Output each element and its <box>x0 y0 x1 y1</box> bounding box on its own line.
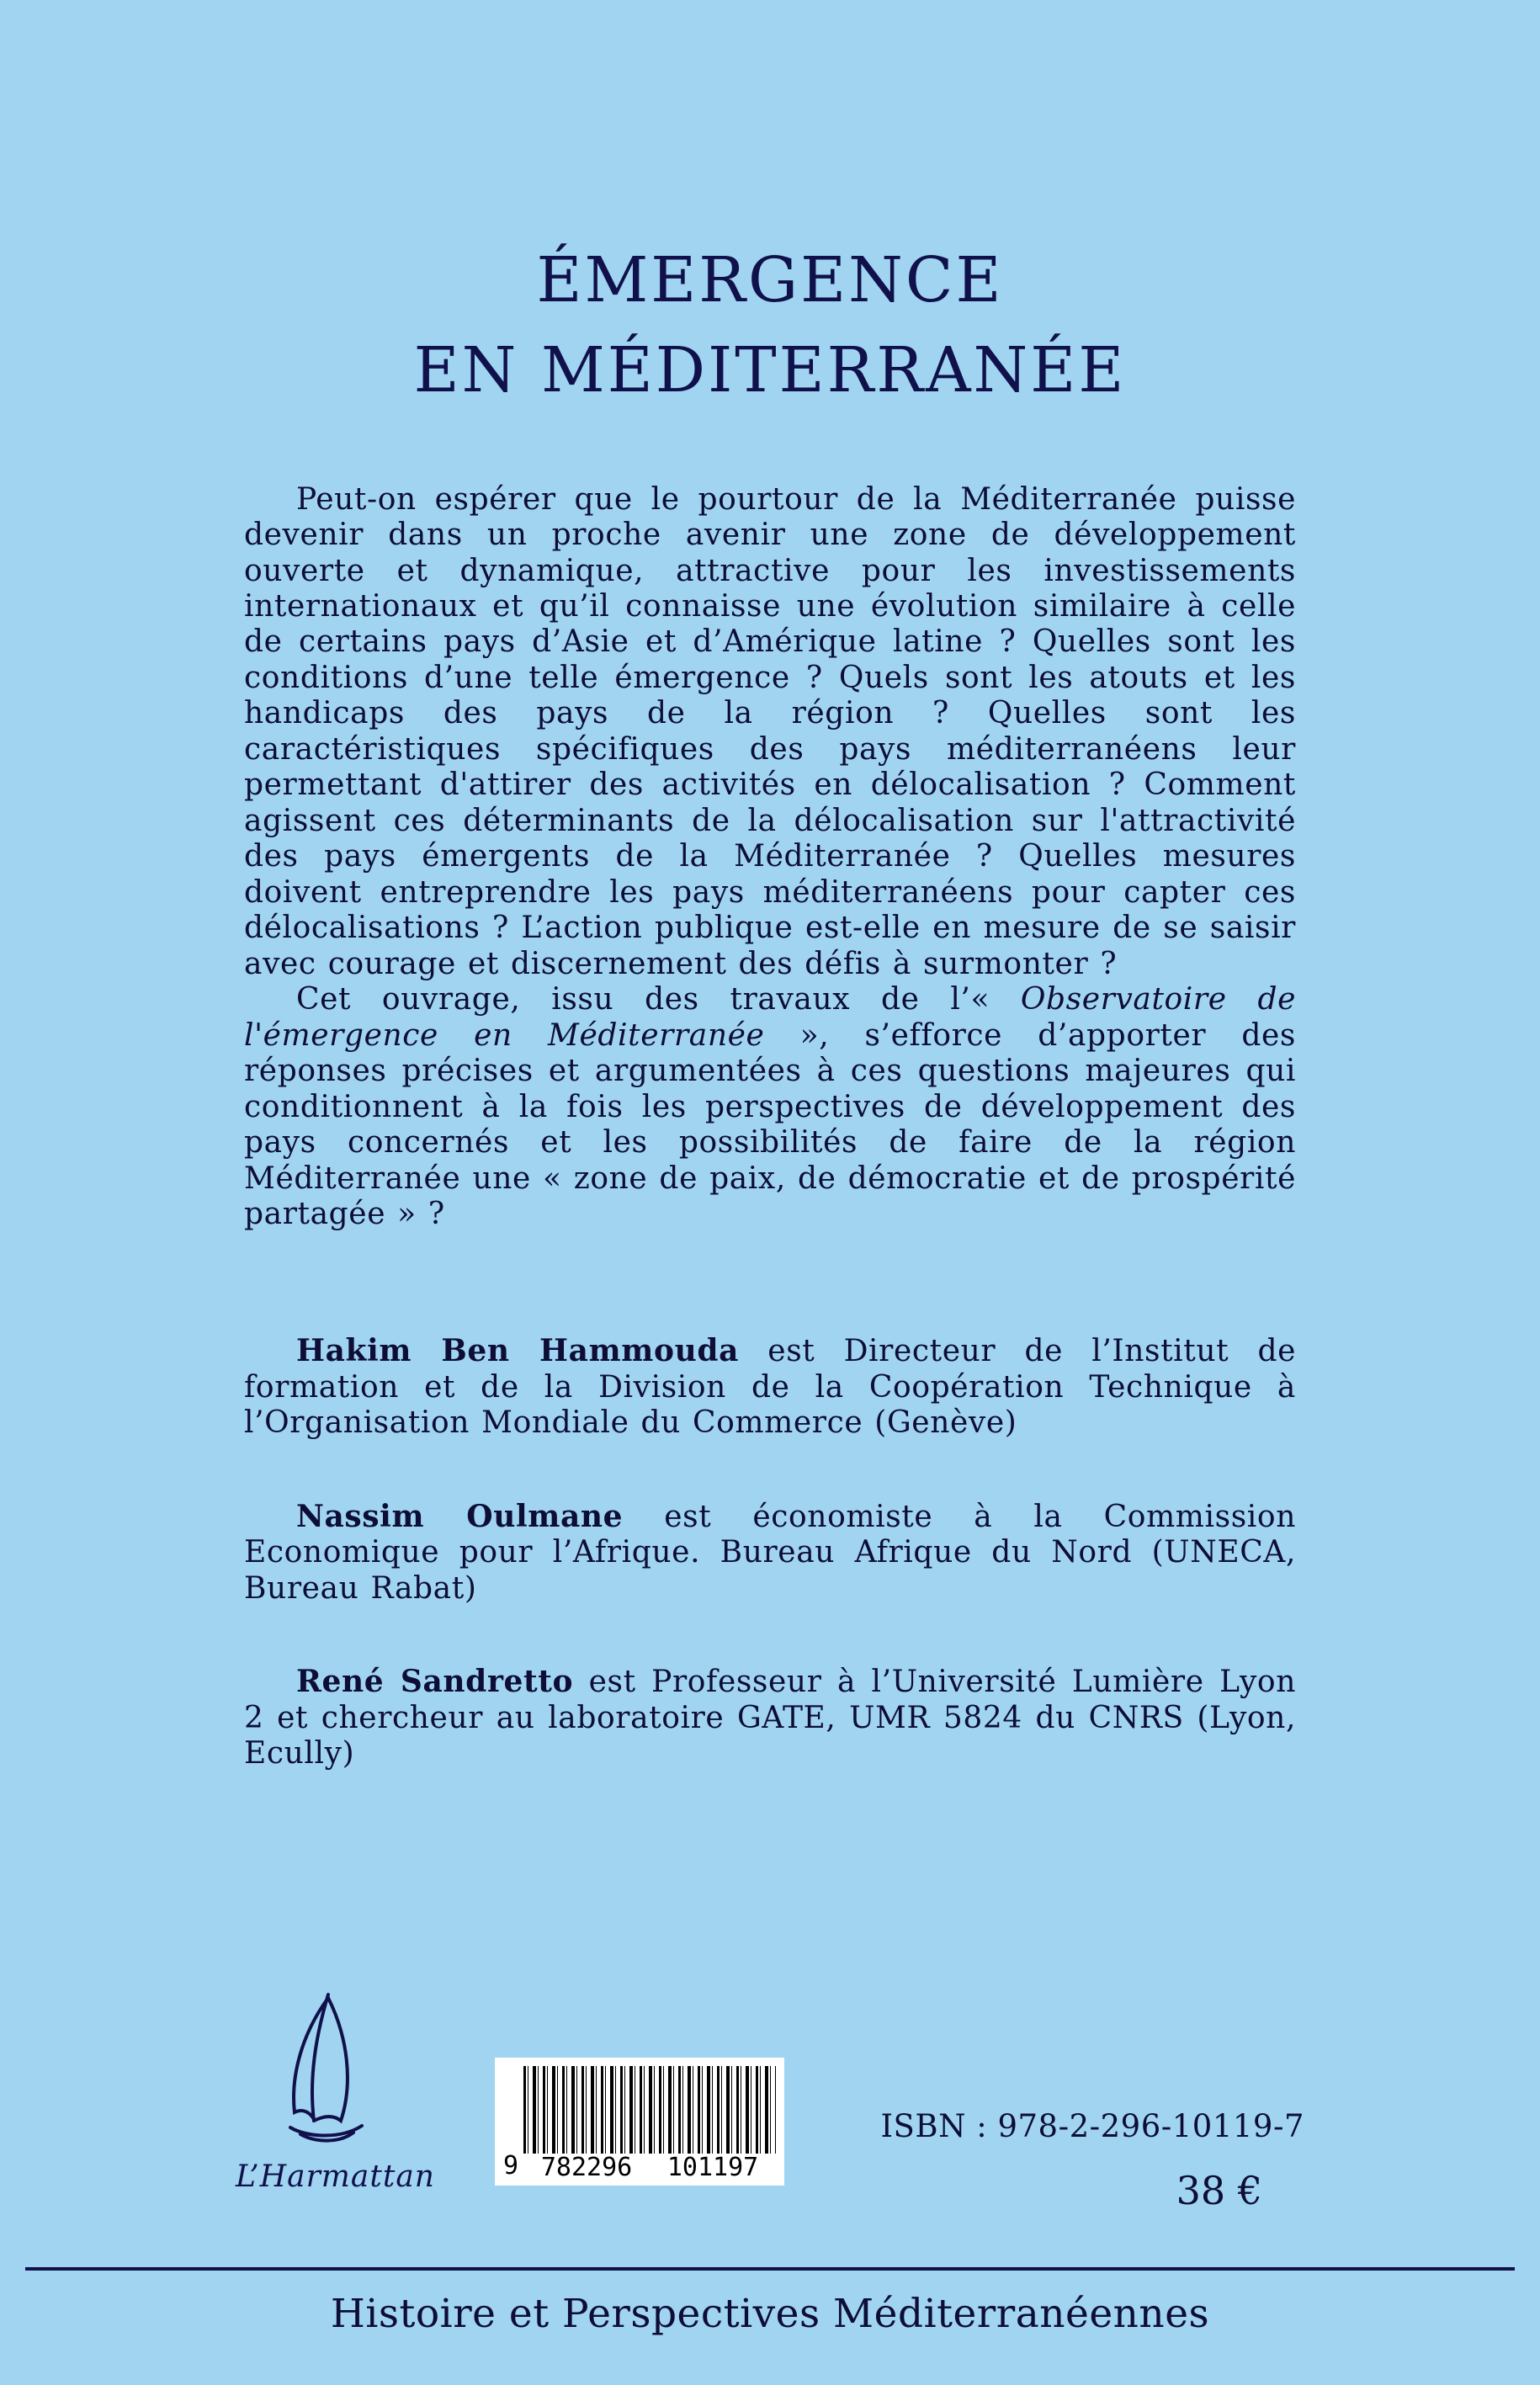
barcode-group-2: 101197 <box>666 2153 759 2182</box>
footer-divider <box>25 2267 1515 2271</box>
author-3-name: René Sandretto <box>296 1664 574 1700</box>
barcode <box>495 2058 784 2186</box>
isbn-number: ISBN : 978-2-296-10119-7 <box>880 2108 1304 2144</box>
author-bio-2 <box>244 1499 1296 1607</box>
author-bio-1 <box>244 1333 1296 1441</box>
barcode-bars-icon <box>523 2066 776 2154</box>
barcode-group-1: 782296 <box>540 2153 633 2182</box>
title-line-2: EN MÉDITERRANÉE <box>413 334 1127 407</box>
synopsis-p2-rest: », s’efforce d’apporter des réponses précises et argumentées à ces questions majeures qui conditionnent à la fois les perspectives de développement des pays concernés et les possibilités de faire de la région Méditerranée une « zone de paix, de démocratie et de prospérité partagée » ? <box>244 1017 1296 1231</box>
synopsis-paragraph-1: Peut-on espérer que le pourtour de la Méditerranée puisse devenir dans un proche avenir une zone de développement ouverte et dynamique, attractive pour les investissements internationaux et qu’il connaisse une évolution similaire à celle de certains pays d’Asie et d’Amérique latine ? Quelles sont les conditions d’une telle émergence ? Quels sont les atouts et les handicaps des pays de la région ? Quelles sont les caractéristiques spécifiques des pays méditerranéens leur permettant d'attirer des activités en délocalisation ? Comment agissent ces déterminants de la délocalisation sur l'attractivité des pays émergents de la Méditerranée ? Quelles mesures doivent entreprendre les pays méditerranéens pour capter ces délocalisations ? L’action publique est-elle en mesure de se saisir avec courage et discernement des défis à surmonter ? <box>244 481 1296 981</box>
synopsis-p2-lead: Cet ouvrage, issu des travaux de l’« <box>296 982 1021 1017</box>
publisher-logo <box>236 1986 435 2194</box>
author-2-text: est économiste à la Commission Economique pour l’Afrique. Bureau Afrique du Nord (UNECA, Bureau Rabat) <box>244 1499 1296 1606</box>
author-2-name: Nassim Oulmane <box>296 1498 624 1534</box>
author-bio-3 <box>244 1664 1296 1771</box>
author-3-text: est Professeur à l’Université Lumière Lyon 2 et chercheur au laboratoire GATE, UMR 5824 du CNRS (Lyon, Ecully) <box>244 1665 1296 1771</box>
synopsis-paragraph-2 <box>244 982 1296 1232</box>
price: 38 € <box>1176 2168 1262 2213</box>
author-1-text: est Directeur de l’Institut de formation et de la Division de la Coopération Technique à l’Organisation Mondiale du Commerce (Genève) <box>244 1334 1296 1441</box>
series-title: Histoire et Perspectives Méditerranéennes <box>330 2291 1210 2337</box>
cover-content <box>244 0 1296 1772</box>
synopsis-p2-work-title: Observatoire de l'émergence en Méditerranée <box>244 982 1297 1053</box>
author-bios <box>244 1333 1296 1771</box>
barcode-digit-groups <box>523 2154 776 2180</box>
title-line-1: ÉMERGENCE <box>536 244 1004 316</box>
barcode-digit-left: 9 <box>503 2151 519 2180</box>
isbn-block <box>825 2108 1304 2213</box>
barcode-column <box>523 2066 776 2180</box>
harmattan-sail-icon <box>257 1986 400 2154</box>
synopsis <box>244 482 1296 1233</box>
author-1-name: Hakim Ben Hammouda <box>296 1333 740 1369</box>
title-block <box>244 0 1296 417</box>
publisher-name: L’Harmattan <box>236 2159 435 2194</box>
